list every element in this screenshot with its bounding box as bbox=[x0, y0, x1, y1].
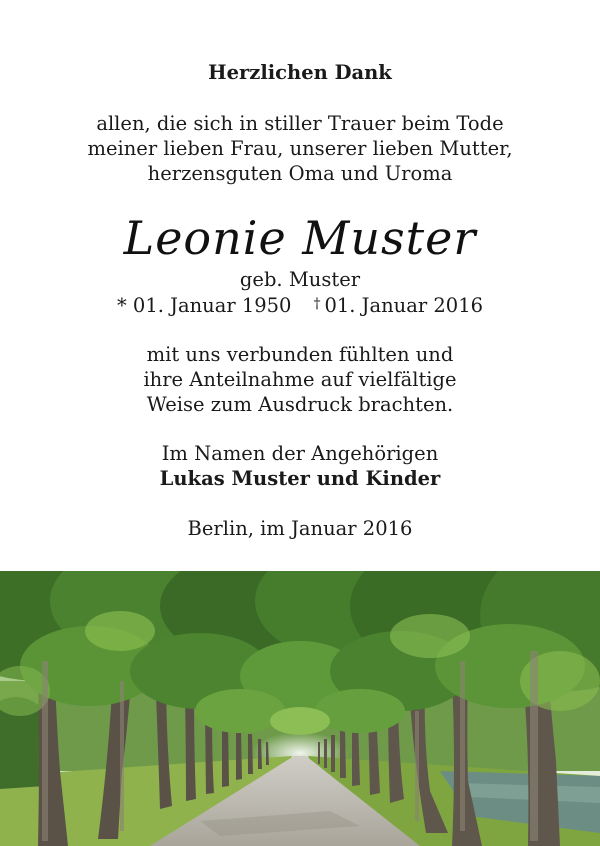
tree-avenue-illustration bbox=[0, 571, 600, 846]
signature-names: Lukas Muster und Kinder bbox=[159, 467, 441, 490]
thanks-line-3: Weise zum Ausdruck brachten. bbox=[146, 393, 454, 416]
intro-line-2: meiner lieben Frau, unserer lieben Mutter, bbox=[87, 137, 513, 160]
birth-date: * 01. Januar 1950 bbox=[116, 294, 292, 317]
life-dates bbox=[0, 292, 600, 318]
heading: Herzlichen Dank bbox=[208, 61, 392, 84]
on-behalf: Im Namen der Angehörigen bbox=[161, 442, 439, 465]
intro-line-1: allen, die sich in stiller Trauer beim Tode bbox=[96, 112, 504, 135]
deceased-name: Leonie Muster bbox=[123, 211, 477, 265]
dagger-icon: † bbox=[313, 296, 321, 312]
birth-name: geb. Muster bbox=[239, 268, 361, 291]
place-date: Berlin, im Januar 2016 bbox=[187, 517, 413, 540]
thanks-line-2: ihre Anteilnahme auf vielfältige bbox=[143, 368, 457, 391]
death-date: 01. Januar 2016 bbox=[324, 294, 484, 317]
intro-line-3: herzensguten Oma und Uroma bbox=[147, 162, 453, 185]
tree-avenue-photo bbox=[0, 571, 600, 846]
thanks-line-1: mit uns verbunden fühlten und bbox=[146, 343, 454, 366]
